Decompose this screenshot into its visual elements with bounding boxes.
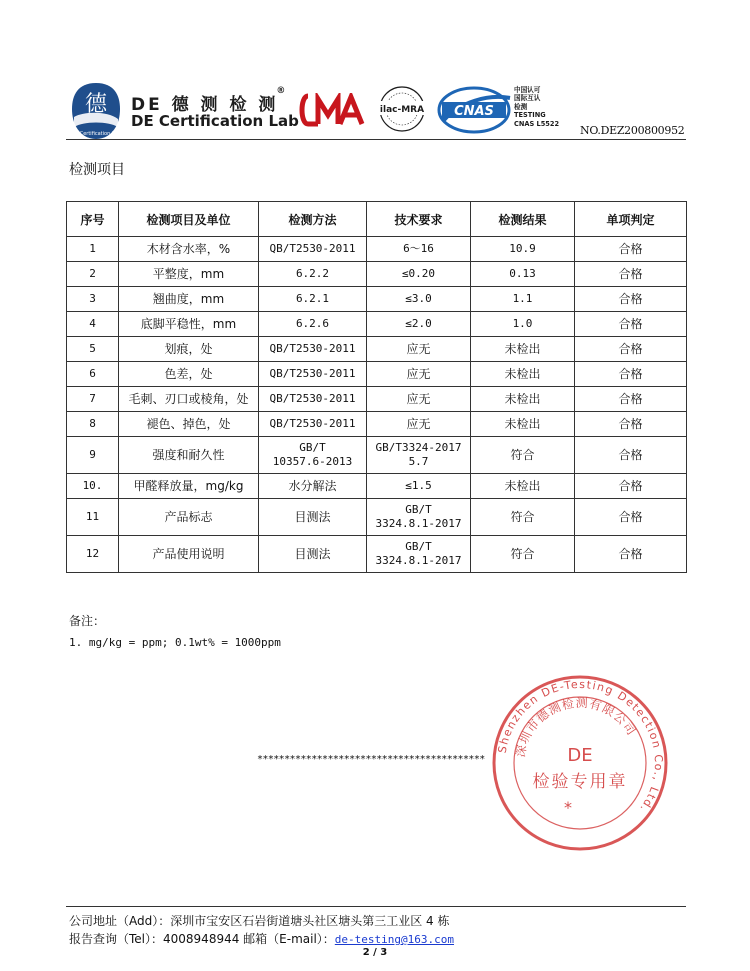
de-logo-icon [70,81,122,141]
end-of-report-marker: ****************************************** [257,754,485,765]
cell-verdict: 合格 [575,362,687,387]
col-header-no: 序号 [67,202,119,237]
cell-method: QB/T2530-2011 [259,337,367,362]
cell-requirement: GB/T 3324.8.1-2017 [367,536,471,573]
table-row [67,312,687,337]
cell-verdict: 合格 [575,499,687,536]
cell-method: QB/T2530-2011 [259,387,367,412]
col-header-method: 检测方法 [259,202,367,237]
seal-ring-text: Shenzhen DE-Testing Detection Co., Ltd. [495,677,666,816]
cell-method: 水分解法 [259,474,367,499]
cell-no: 12 [67,536,119,573]
cell-item: 产品使用说明 [119,536,259,573]
footer-contact [69,930,454,947]
footer-divider [66,906,686,907]
cell-verdict: 合格 [575,312,687,337]
seal-inner-text: 深圳市德测检测有限公司 [513,695,639,759]
table-row [67,287,687,312]
seal-center-text: DE [567,745,593,766]
cell-method: 目测法 [259,499,367,536]
cell-method: QB/T2530-2011 [259,362,367,387]
cell-item: 产品标志 [119,499,259,536]
col-header-result: 检测结果 [471,202,575,237]
cell-requirement: 6～16 [367,237,471,262]
cell-item: 毛刺、刃口或棱角，处 [119,387,259,412]
cell-result: 符合 [471,536,575,573]
cell-result: 未检出 [471,412,575,437]
cnas-line: 中国认可 [514,86,541,94]
cell-no: 10. [67,474,119,499]
section-title: 检测项目 [69,162,125,178]
cnas-accreditation-text [514,86,559,128]
cell-method: 6.2.2 [259,262,367,287]
cell-item: 褪色、掉色，处 [119,412,259,437]
cell-requirement: GB/T 3324.8.1-2017 [367,499,471,536]
cell-method: QB/T2530-2011 [259,412,367,437]
table-header-row [67,202,687,237]
cell-verdict: 合格 [575,474,687,499]
cell-requirement: 应无 [367,337,471,362]
table-row [67,474,687,499]
ilac-logo-text: ilac-MRA [379,105,425,115]
cell-no: 2 [67,262,119,287]
cell-item: 甲醛释放量，mg/kg [119,474,259,499]
seal-star: * [564,798,572,817]
cell-requirement: 应无 [367,412,471,437]
cell-requirement: GB/T3324-2017 5.7 [367,437,471,474]
cell-no: 1 [67,237,119,262]
table-row [67,362,687,387]
cell-no: 4 [67,312,119,337]
col-header-requirement: 技术要求 [367,202,471,237]
cell-requirement: ≤3.0 [367,287,471,312]
cell-item: 底脚平稳性，mm [119,312,259,337]
header-divider [66,139,686,140]
cell-result: 符合 [471,499,575,536]
cell-result: 1.1 [471,287,575,312]
cell-result: 10.9 [471,237,575,262]
test-results-table [66,201,687,573]
logo-glyph: 德 [84,92,108,117]
table-body [67,237,687,573]
cell-verdict: 合格 [575,387,687,412]
cell-verdict: 合格 [575,412,687,437]
cell-verdict: 合格 [575,437,687,474]
cell-no: 3 [67,287,119,312]
cnas-line: CNAS L5522 [514,119,560,128]
cell-result: 1.0 [471,312,575,337]
col-header-verdict: 单项判定 [575,202,687,237]
cell-result: 符合 [471,437,575,474]
cell-no: 5 [67,337,119,362]
table-row [67,499,687,536]
table-row [67,337,687,362]
seal-bottom-text: 检验专用章 [532,772,628,792]
report-header [0,0,750,145]
cnas-logo-text: CNAS [454,104,494,119]
cell-no: 9 [67,437,119,474]
report-number: NO.DEZ200800952 [580,124,685,137]
svg-text:DE Certification Lab: DE Certification Lab [71,131,121,137]
cell-no: 6 [67,362,119,387]
remarks-label: 备注： [69,614,106,628]
cell-result: 未检出 [471,474,575,499]
brand-name-cn-text: DE 德 测 检 测 [131,95,279,115]
cell-result: 0.13 [471,262,575,287]
cell-no: 8 [67,412,119,437]
table-row [67,387,687,412]
cell-verdict: 合格 [575,262,687,287]
cell-requirement: ≤2.0 [367,312,471,337]
cell-no: 11 [67,499,119,536]
cell-verdict: 合格 [575,287,687,312]
footer-address: 公司地址（Add）：深圳市宝安区石岩街道塘头社区塘头第三工业区 4 栋 [69,914,450,928]
cell-item: 平整度，mm [119,262,259,287]
cnas-line: TESTING [514,111,546,120]
cell-item: 翘曲度，mm [119,287,259,312]
email-link[interactable]: de-testing@163.com [334,933,455,946]
registered-mark: ® [276,86,286,96]
cell-result: 未检出 [471,387,575,412]
cell-method: QB/T2530-2011 [259,237,367,262]
cnas-logo-icon [436,84,512,136]
cell-method: GB/T 10357.6-2013 [259,437,367,474]
cma-logo-icon [298,93,368,127]
cell-result: 未检出 [471,362,575,387]
table-row [67,237,687,262]
cell-method: 6.2.6 [259,312,367,337]
cell-item: 色差，处 [119,362,259,387]
brand-name-en: DE Certification Lab [131,112,299,130]
table-row [67,412,687,437]
cell-method: 目测法 [259,536,367,573]
cell-requirement: ≤0.20 [367,262,471,287]
page-number: 2 / 3 [362,947,388,958]
cell-item: 强度和耐久性 [119,437,259,474]
table-row [67,437,687,474]
table-row [67,262,687,287]
cell-no: 7 [67,387,119,412]
remarks-note: 1. mg/kg = ppm; 0.1wt% = 1000ppm [69,636,281,649]
cell-requirement: 应无 [367,387,471,412]
cnas-line: 国际互认 [514,94,541,103]
cell-verdict: 合格 [575,536,687,573]
col-header-item: 检测项目及单位 [119,202,259,237]
table-row [67,536,687,573]
cell-item: 划痕，处 [119,337,259,362]
cell-item: 木材含水率，% [119,237,259,262]
cell-requirement: ≤1.5 [367,474,471,499]
cell-method: 6.2.1 [259,287,367,312]
cnas-line: 检测 [514,102,528,111]
cell-verdict: 合格 [575,237,687,262]
inspection-seal-icon [490,673,670,853]
cell-verdict: 合格 [575,337,687,362]
footer-phone: 报告查询（Tel）：4008948944 邮箱（E-mail）： [69,932,335,946]
cell-result: 未检出 [471,337,575,362]
cell-requirement: 应无 [367,362,471,387]
ilac-mra-logo-icon [375,84,429,136]
